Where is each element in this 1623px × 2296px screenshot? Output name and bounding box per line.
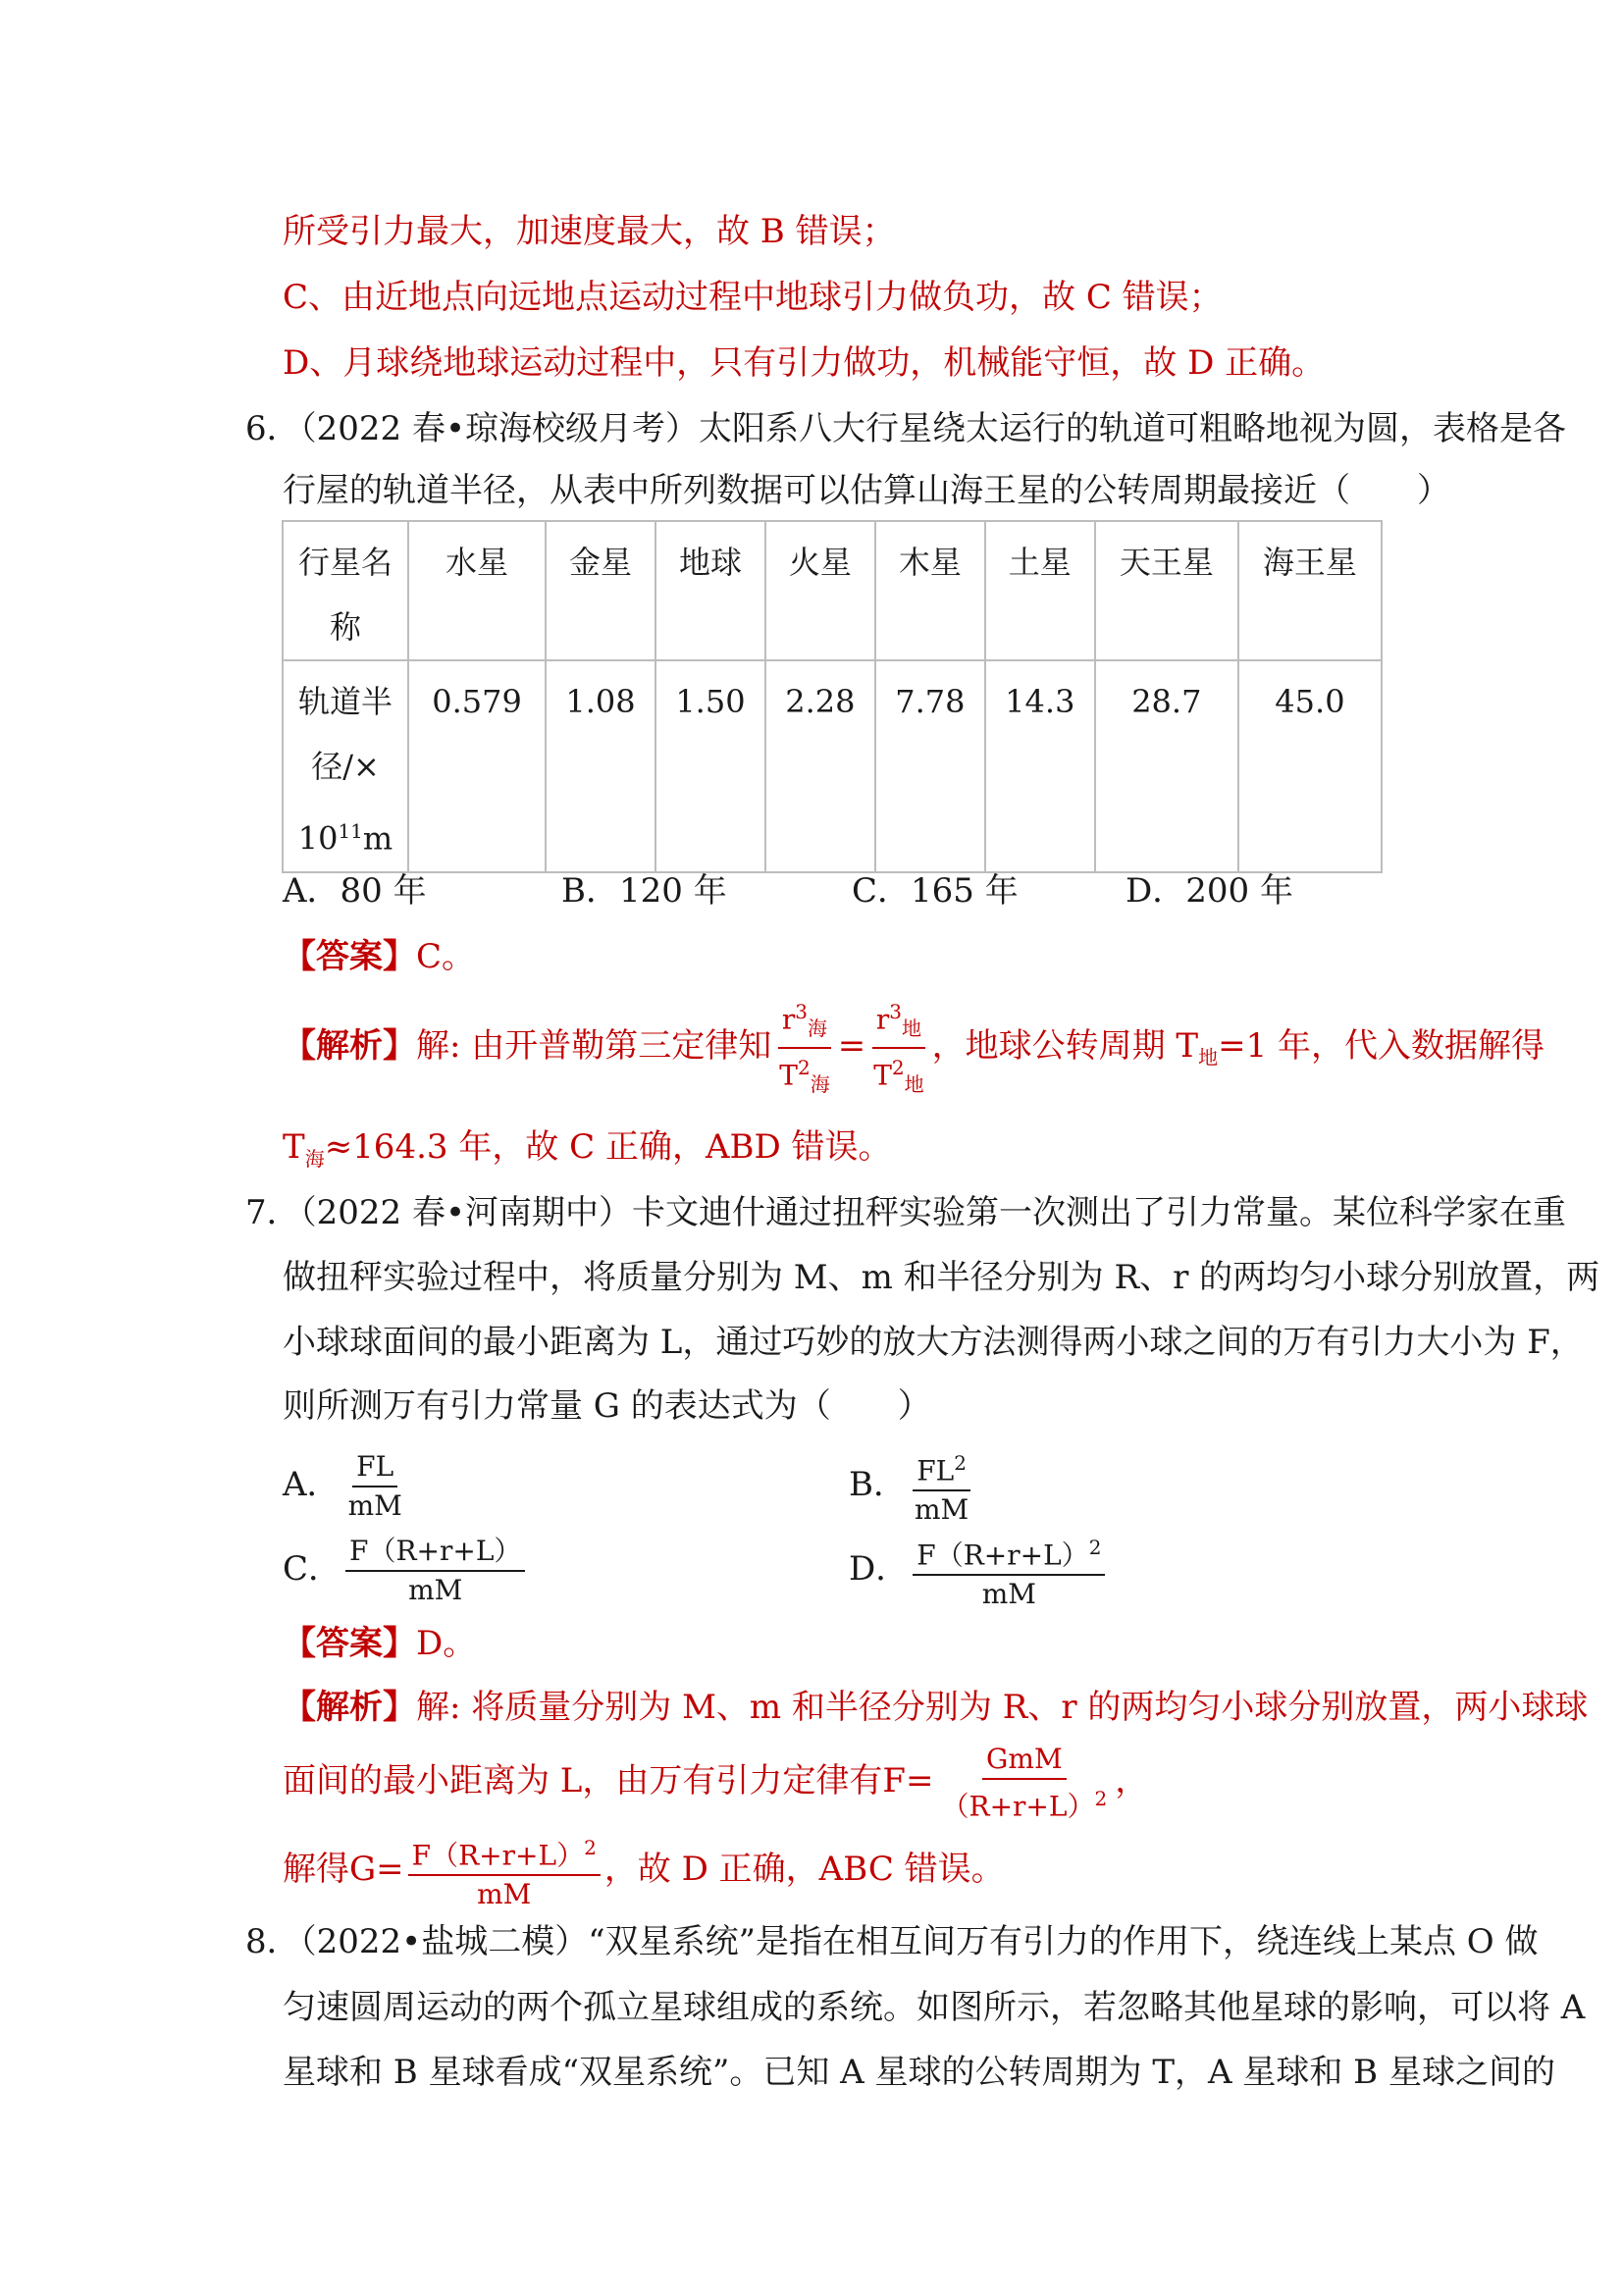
- answer-line: 【答案】D。: [283, 1624, 477, 1663]
- analysis-line: $T_海\approx 164.3$ 年，故 C 正确，ABD 错误。: [283, 1127, 892, 1171]
- table-cell: 14.3: [985, 660, 1095, 872]
- kepler-fraction-right: $\frac{r^3_地}{T^2_地}$: [869, 993, 927, 1103]
- analysis-line: 【解析】解: 由开普勒第三定律知 $\frac{r^3_海}{T^2_海}$ = $\frac{r^3_地}{T^2_地}$ ，地球公转周期 $T_地=1$ 年，代入数据解得: [283, 993, 1544, 1105]
- table-cell: 木星: [875, 521, 985, 660]
- table-row: [283, 660, 1382, 872]
- table-cell: 1.50: [655, 660, 765, 872]
- option-b: B．120 年: [561, 871, 727, 911]
- table-cell: 1.08: [546, 660, 655, 872]
- table-cell: 2.28: [765, 660, 875, 872]
- question-7-text: 7．（2022 春•河南期中）卡文迪什通过扭秤实验第一次测出了引力常量。某位科学家在重: [245, 1193, 1567, 1232]
- table-cell: 0.579: [408, 660, 546, 872]
- table-cell: 地球: [655, 521, 765, 660]
- question-6-text: 行屋的轨道半径，从表中所列数据可以估算山海王星的公转周期最接近（ ）: [283, 471, 1450, 510]
- table-cell: 水星: [408, 521, 546, 660]
- option-d: D． $\frac{F(R+r+L)^2}{mM}$: [849, 1527, 1109, 1613]
- gravitation-fraction: $\frac{\text{GmM}}{(R+r+L)^2}$: [941, 1742, 1108, 1823]
- table-cell: 28.7: [1095, 660, 1238, 872]
- analysis-line: D、月球绕地球运动过程中，只有引力做功，机械能守恒，故 D 正确。: [283, 343, 1326, 383]
- option-c: C．165 年: [852, 871, 1019, 911]
- g-expression-fraction: $\frac{F(R+r+L)^2}{mM}$: [408, 1829, 601, 1913]
- table-row: [283, 521, 1382, 660]
- table-cell: 海王星: [1238, 521, 1382, 660]
- option-a: A．80 年: [283, 871, 427, 911]
- question-8-text: 8．（2022•盐城二模）“双星系统”是指在相互间万有引力的作用下，绕连线上某点 O 做: [245, 1922, 1539, 1961]
- analysis-line: 解得G= $\frac{F(R+r+L)^2}{mM}$ ，故 D 正确，ABC 错误。: [283, 1827, 1005, 1913]
- table-cell: 45.0: [1238, 660, 1382, 872]
- table-cell: 土星: [985, 521, 1095, 660]
- table-cell: 天王星: [1095, 521, 1238, 660]
- question-7-text: 小球球面间的最小距离为 L，通过巧妙的放大方法测得两小球之间的万有引力大小为 F，: [283, 1323, 1584, 1362]
- planet-table: [282, 520, 1383, 873]
- table-header-cell: 轨道半 径/× $10^{11}m$: [283, 660, 408, 872]
- question-7-text: 则所测万有引力常量 G 的表达式为（ ）: [283, 1386, 931, 1426]
- table-cell: 火星: [765, 521, 875, 660]
- table-cell: 金星: [546, 521, 655, 660]
- question-6-text: 6．（2022 春•琼海校级月考）太阳系八大行星绕太运行的轨道可粗略地视为圆，表格是各: [245, 409, 1567, 448]
- analysis-line: 面间的最小距离为 L，由万有引力定律有F= $\frac{\text{GmM}}{(R+r+L)^2}$ ，: [283, 1739, 1148, 1825]
- analysis-line: 【解析】解: 将质量分别为 M、m 和半径分别为 R、r 的两均匀小球分别放置，两小球球: [283, 1688, 1589, 1727]
- analysis-line: 所受引力最大，加速度最大，故 B 错误；: [283, 212, 896, 251]
- question-8-text: 匀速圆周运动的两个孤立星球组成的系统。如图所示，若忽略其他星球的影响，可以将 A: [283, 1988, 1586, 2027]
- option-d: D．200 年: [1126, 871, 1293, 911]
- option-c: C． $\frac{F(R+r+L)}{mM}$: [283, 1527, 529, 1611]
- table-cell: 7.78: [875, 660, 985, 872]
- question-8-text: 星球和 B 星球看成“双星系统”。已知 A 星球的公转周期为 T，A 星球和 B 星球之间的: [283, 2053, 1555, 2092]
- table-header-cell: 行星名 称: [283, 521, 408, 660]
- question-7-text: 做扭秤实验过程中，将质量分别为 M、m 和半径分别为 R、r 的两均匀小球分别放置，两: [283, 1258, 1600, 1297]
- answer-line: 【答案】C。: [283, 937, 476, 976]
- option-b: B． $\frac{FL^2}{mM}$: [849, 1442, 976, 1529]
- analysis-line: C、由近地点向远地点运动过程中地球引力做负功，故 C 错误；: [283, 278, 1223, 317]
- option-a: A． $\frac{FL}{mM}$: [283, 1450, 402, 1522]
- kepler-fraction-left: $\frac{r^3_海}{T^2_海}$: [775, 993, 833, 1103]
